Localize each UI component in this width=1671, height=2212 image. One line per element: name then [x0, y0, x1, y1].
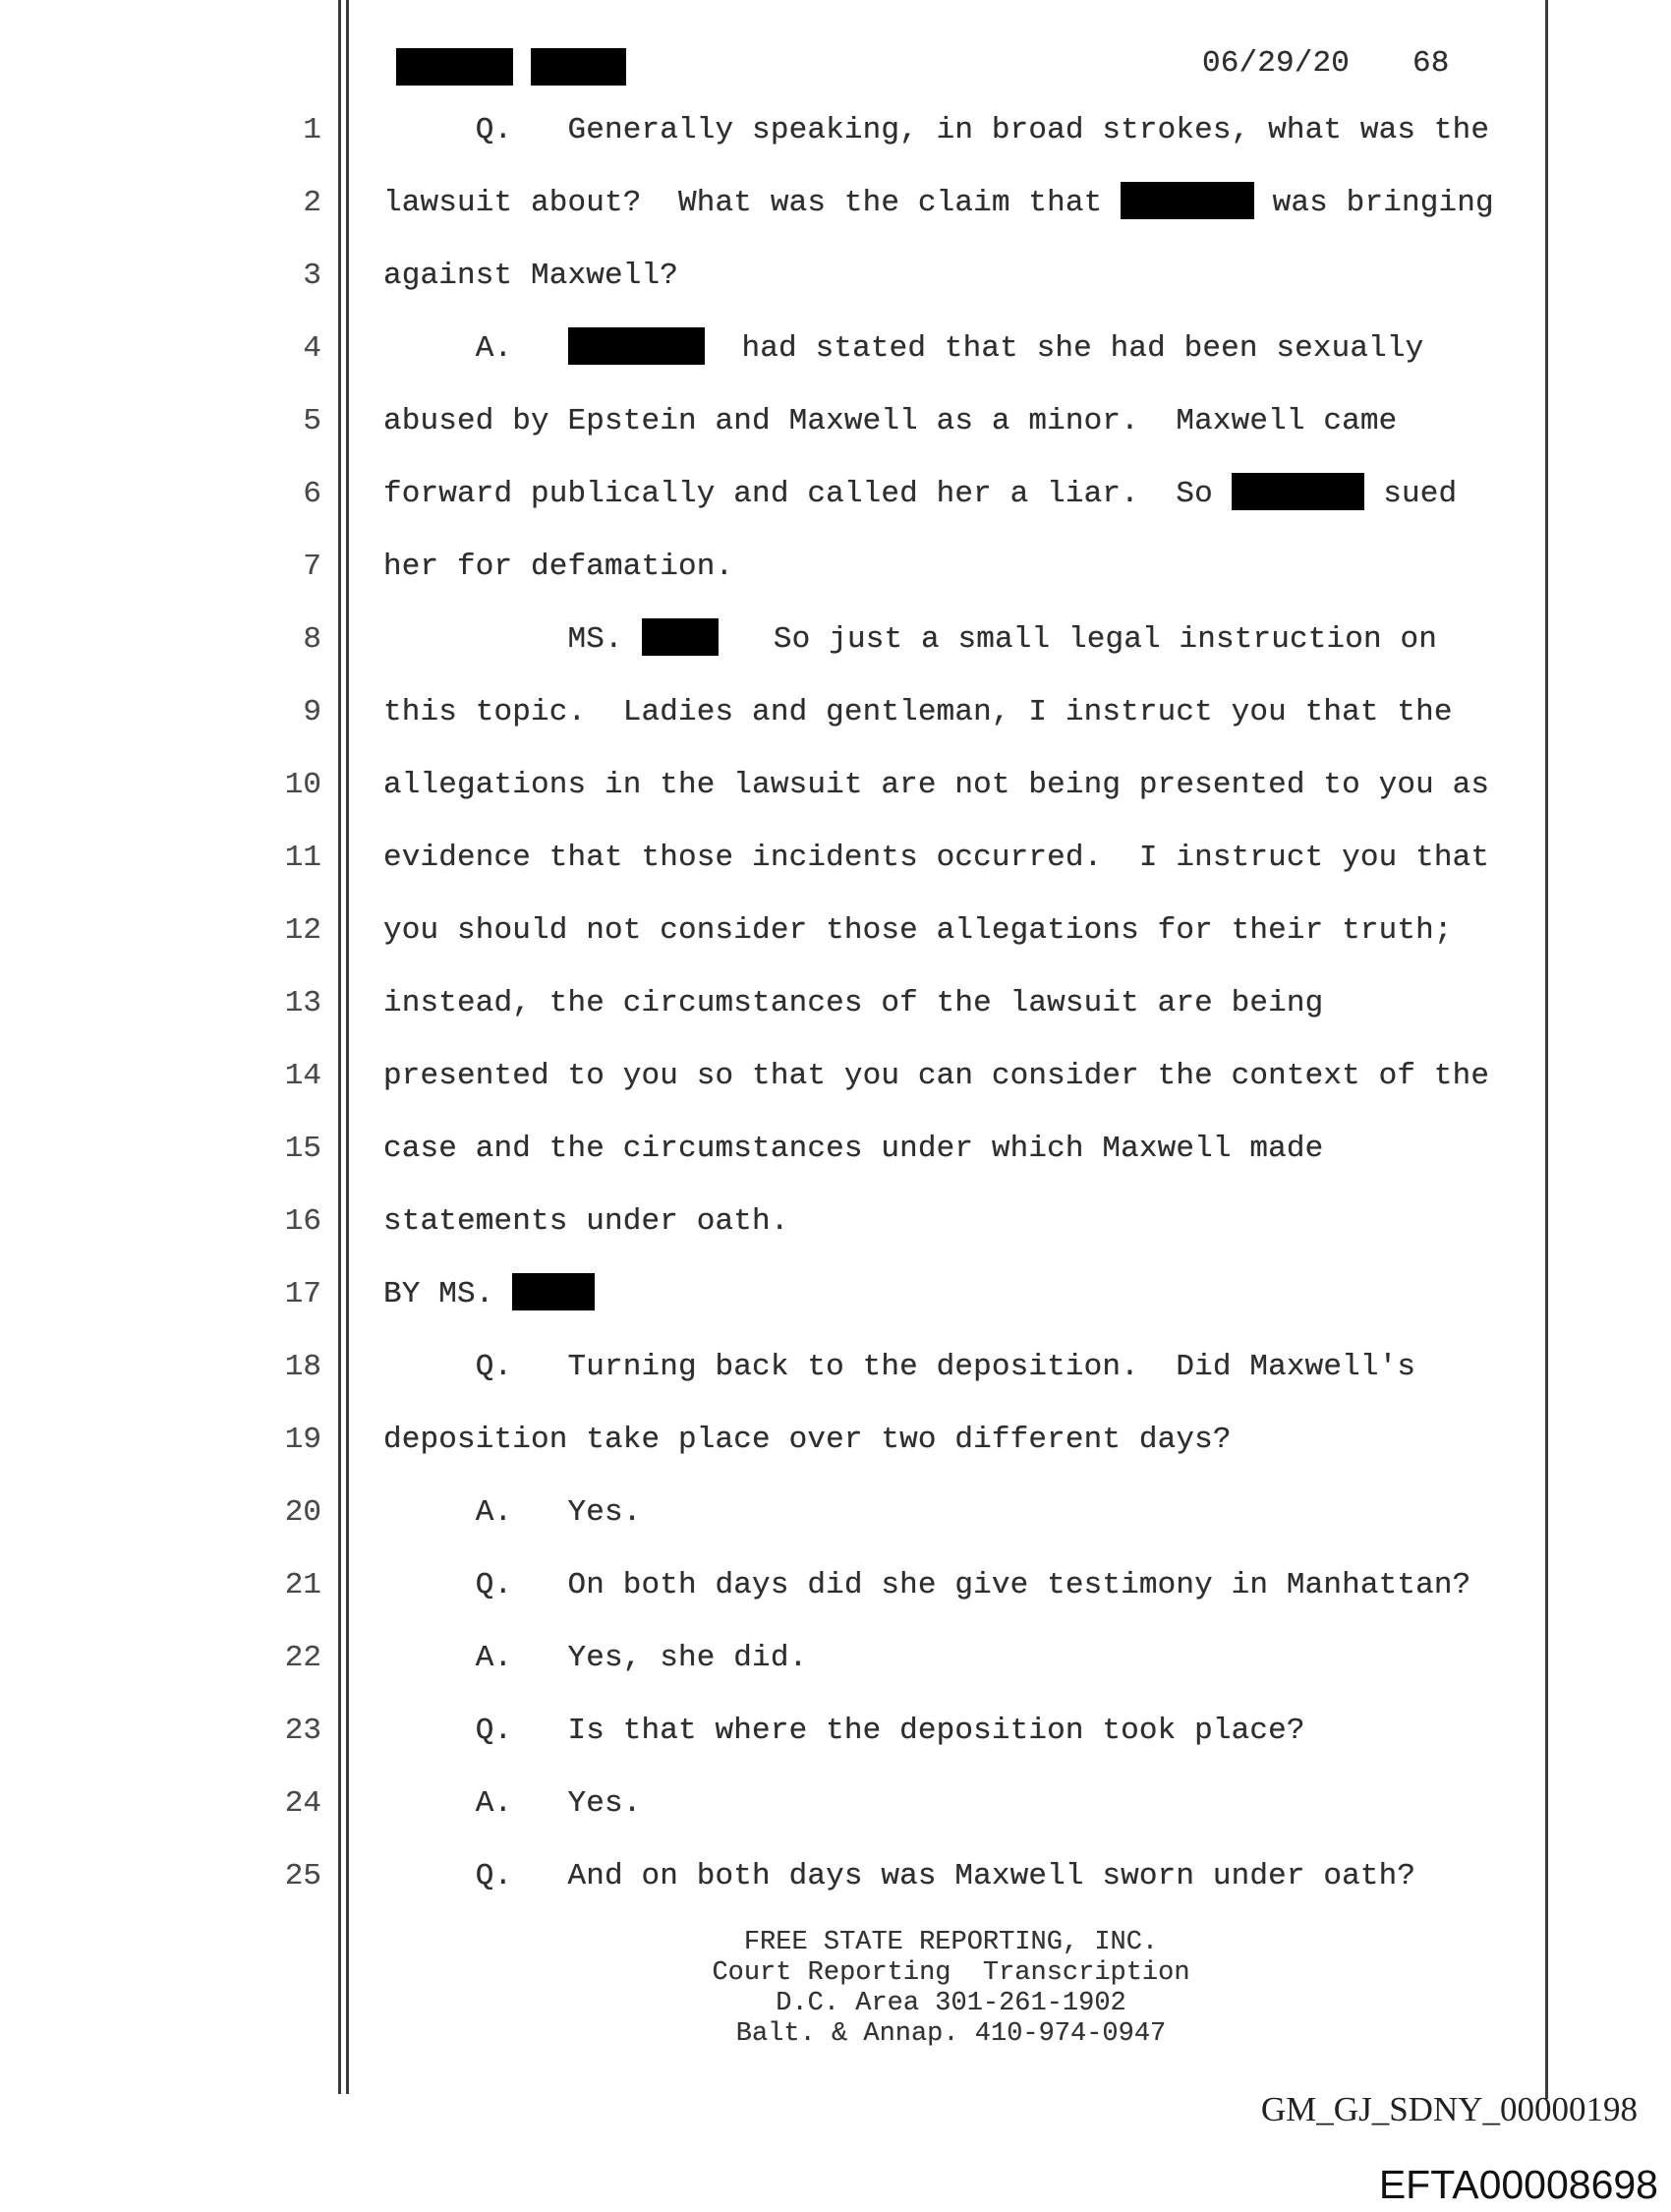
transcript-line [0, 1840, 1671, 1913]
line-text-segment: Q. Turning back to the deposition. Did Maxwell's [383, 1350, 1416, 1384]
line-number: 20 [284, 1495, 321, 1530]
line-text-segment: was bringing [1253, 186, 1494, 220]
reporter-footer [383, 1928, 1519, 2050]
line-number: 18 [284, 1350, 321, 1384]
line-number: 15 [284, 1132, 321, 1166]
redaction-box [642, 618, 719, 656]
line-text-segment: deposition take place over two different days? [383, 1423, 1232, 1457]
line-text-segment: A. Yes, she did. [383, 1641, 808, 1675]
line-text-segment: Q. On both days did she give testimony in Manhattan? [383, 1568, 1471, 1602]
production-stamp: EFTA00008698 [1378, 2162, 1658, 2207]
line-number: 2 [303, 186, 321, 220]
line-text [383, 240, 678, 313]
transcript-line [0, 1549, 1671, 1622]
line-text-segment: Q. Is that where the deposition took place? [383, 1714, 1305, 1748]
transcript-line [0, 1113, 1671, 1186]
line-text [383, 604, 1437, 676]
bates-stamp: GM_GJ_SDNY_00000198 [1260, 2090, 1638, 2128]
line-number: 7 [303, 550, 321, 584]
transcript-line [0, 385, 1671, 458]
line-text [383, 1695, 1305, 1768]
line-text-segment: statements under oath. [383, 1204, 789, 1239]
line-number: 23 [284, 1714, 321, 1748]
line-text [383, 1113, 1323, 1186]
line-number: 6 [303, 477, 321, 511]
header-date: 06/29/20 [1202, 46, 1351, 81]
line-text-segment: instead, the circumstances of the lawsuit are being [383, 986, 1324, 1020]
transcript-line [0, 967, 1671, 1040]
line-text-segment: MS. [383, 622, 642, 657]
line-text-segment: BY MS. [383, 1277, 513, 1311]
line-text-segment: had stated that she had been sexually [705, 331, 1424, 366]
header-redaction-box [531, 48, 626, 86]
transcript-line [0, 895, 1671, 967]
line-number: 12 [284, 913, 321, 948]
line-text [383, 1549, 1470, 1622]
footer-line: Balt. & Annap. 410-974-0947 [735, 2019, 1167, 2049]
line-text-segment: her for defamation. [383, 550, 734, 584]
transcript-line [0, 1477, 1671, 1549]
line-text [383, 1622, 807, 1695]
line-number: 22 [284, 1641, 321, 1675]
line-text [383, 1404, 1232, 1477]
line-number: 21 [284, 1568, 321, 1602]
line-number: 13 [284, 986, 321, 1020]
line-number: 8 [303, 622, 321, 657]
line-text-segment: against Maxwell? [383, 259, 679, 293]
header-page-number: 68 [1412, 46, 1450, 81]
transcript-line [0, 1258, 1671, 1331]
line-text [383, 1768, 642, 1840]
line-text [383, 967, 1323, 1040]
transcript-line [0, 240, 1671, 313]
line-text-segment: A. [383, 331, 568, 366]
line-text [383, 1331, 1415, 1404]
line-text [383, 1258, 595, 1331]
line-text [383, 1477, 642, 1549]
transcript-line [0, 1331, 1671, 1404]
line-text [383, 1840, 1415, 1913]
line-number: 25 [284, 1859, 321, 1893]
line-text-segment: allegations in the lawsuit are not being presented to you as [383, 768, 1490, 802]
transcript-line [0, 749, 1671, 822]
transcript-line [0, 604, 1671, 676]
line-text-segment: Q. And on both days was Maxwell sworn under oath? [383, 1859, 1416, 1893]
line-number: 10 [284, 768, 321, 802]
footer-line: Court Reporting Transcription [712, 1958, 1190, 1988]
line-text [383, 531, 733, 604]
line-text-segment: forward publically and called her a liar. So [383, 477, 1232, 511]
transcript-line [0, 313, 1671, 385]
line-text-segment: abused by Epstein and Maxwell as a minor. Maxwell came [383, 404, 1398, 438]
line-text-segment: presented to you so that you can consider the context of the [383, 1059, 1490, 1093]
line-number: 16 [284, 1204, 321, 1239]
transcript-line [0, 1404, 1671, 1477]
line-text-segment: A. Yes. [383, 1495, 642, 1530]
line-text [383, 676, 1453, 749]
redaction-box [512, 1273, 595, 1310]
footer-line: D.C. Area 301-261-1902 [776, 1989, 1126, 2018]
transcript-line [0, 458, 1671, 531]
line-text [383, 822, 1489, 895]
line-number: 1 [303, 113, 321, 147]
redaction-box [1121, 182, 1254, 219]
line-text-segment: evidence that those incidents occurred. I instruct you that [383, 841, 1490, 875]
header-redaction-box [396, 48, 513, 86]
transcript-line [0, 531, 1671, 604]
line-number: 17 [284, 1277, 321, 1311]
transcript-line [0, 676, 1671, 749]
transcript-line [0, 1622, 1671, 1695]
line-text [383, 749, 1489, 822]
line-text-segment: this topic. Ladies and gentleman, I instruct you that the [383, 695, 1453, 729]
line-text [383, 167, 1494, 240]
line-text [383, 385, 1397, 458]
transcript-line [0, 1186, 1671, 1258]
transcript-line [0, 1040, 1671, 1113]
line-number: 9 [303, 695, 321, 729]
line-text [383, 313, 1423, 385]
transcript-line [0, 94, 1671, 167]
line-text-segment: So just a small legal instruction on [718, 622, 1438, 657]
line-number: 24 [284, 1786, 321, 1821]
line-number: 14 [284, 1059, 321, 1093]
line-text [383, 94, 1489, 167]
footer-line: FREE STATE REPORTING, INC. [743, 1928, 1159, 1957]
line-number: 4 [303, 331, 321, 366]
line-number: 19 [284, 1423, 321, 1457]
redaction-box [568, 327, 706, 365]
transcript-line [0, 822, 1671, 895]
transcript-line [0, 167, 1671, 240]
transcript-line [0, 1695, 1671, 1768]
line-text [383, 1040, 1489, 1113]
line-number: 11 [284, 841, 321, 875]
line-text-segment: you should not consider those allegations for their truth; [383, 913, 1453, 948]
line-text-segment: lawsuit about? What was the claim that [383, 186, 1122, 220]
line-number: 3 [303, 259, 321, 293]
line-text [383, 1186, 789, 1258]
line-text-segment: Q. Generally speaking, in broad strokes, what was the [383, 113, 1490, 147]
line-text [383, 895, 1453, 967]
transcript-line [0, 1768, 1671, 1840]
line-text-segment: case and the circumstances under which Maxwell made [383, 1132, 1324, 1166]
line-text-segment: sued [1364, 477, 1458, 511]
redaction-box [1232, 473, 1365, 510]
line-text [383, 458, 1457, 531]
line-text-segment: A. Yes. [383, 1786, 642, 1821]
line-number: 5 [303, 404, 321, 438]
